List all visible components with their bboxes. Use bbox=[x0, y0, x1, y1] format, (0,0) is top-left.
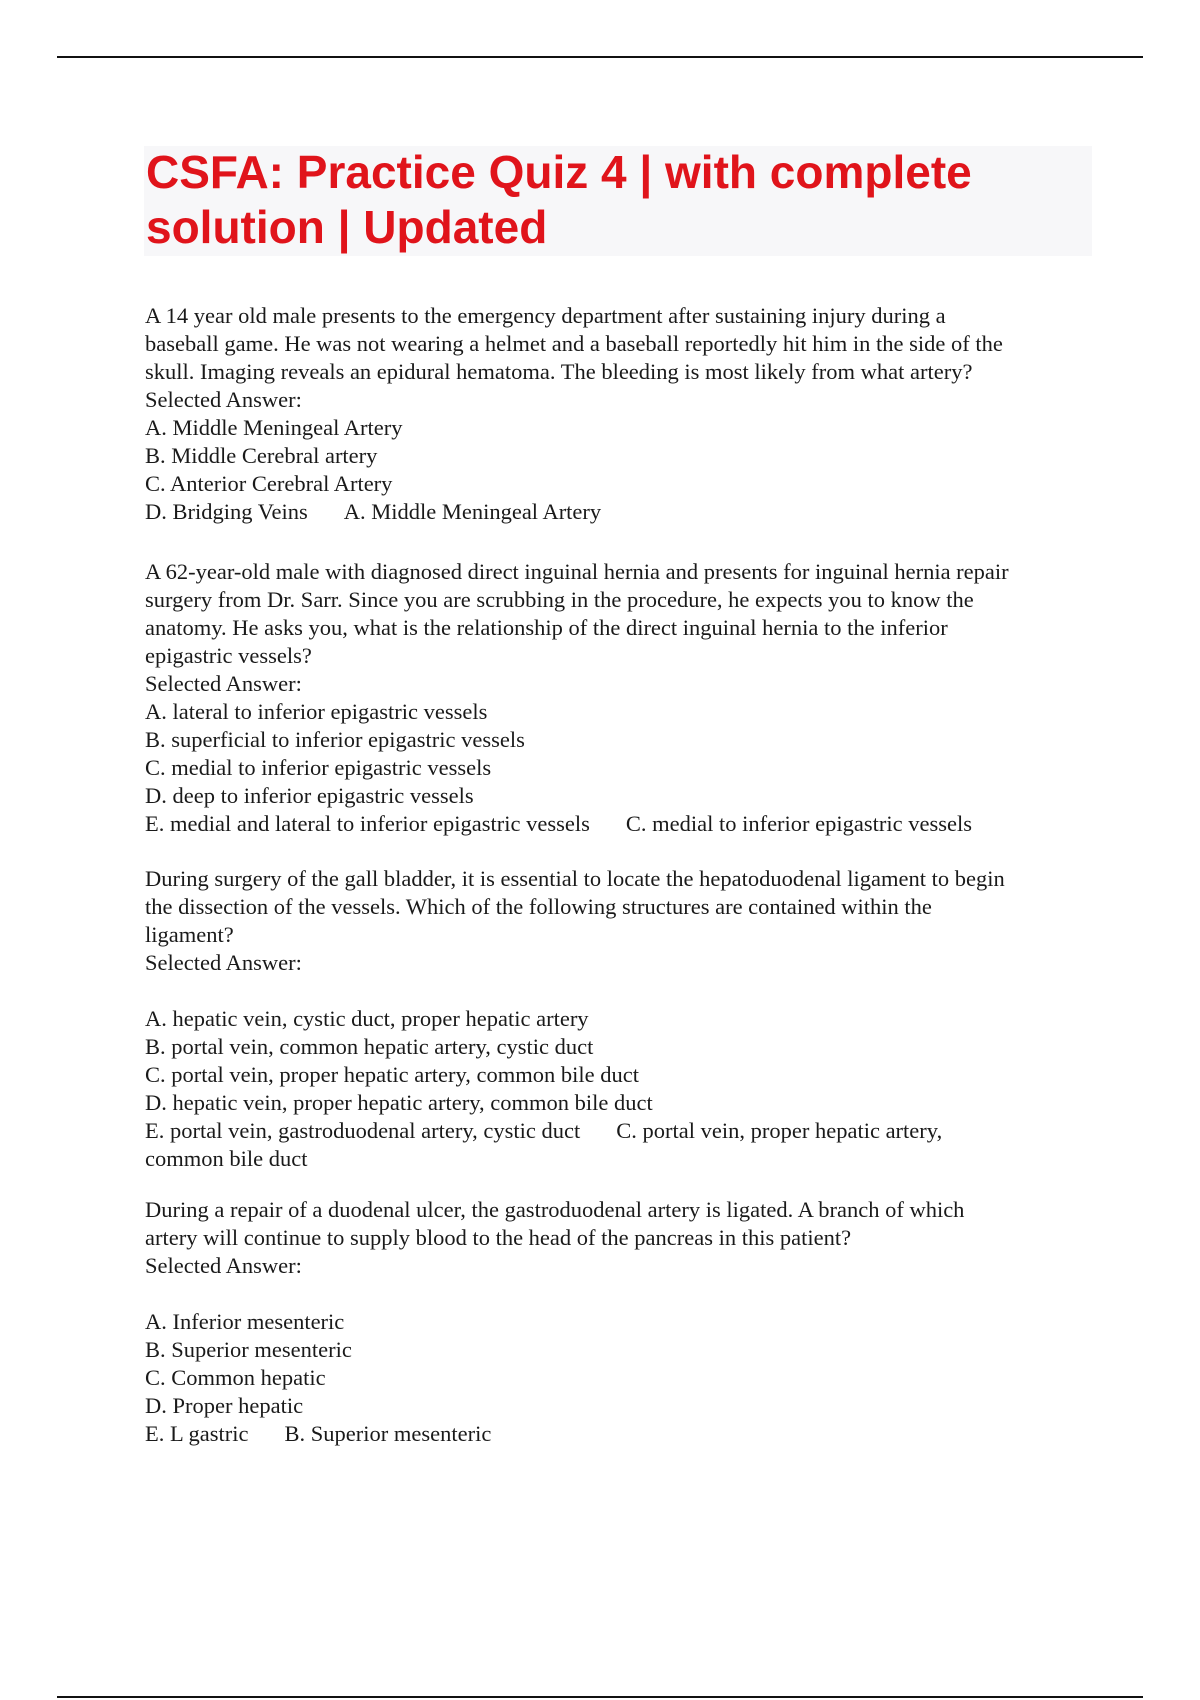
last-option-row bbox=[145, 1420, 1085, 1448]
question-line: D. Proper hepatic bbox=[145, 1393, 304, 1418]
last-option-row bbox=[145, 1117, 1085, 1145]
selected-answer-label: Selected Answer: bbox=[145, 950, 302, 975]
correct-answer-continued: common bile duct bbox=[145, 1146, 308, 1171]
question-line: ligament? bbox=[145, 922, 234, 947]
last-option: E. portal vein, gastroduodenal artery, cystic duct bbox=[145, 1118, 581, 1143]
question-line: the dissection of the vessels. Which of the following structures are contained within the bbox=[145, 894, 932, 919]
question-line: C. medial to inferior epigastric vessels bbox=[145, 755, 492, 780]
question-line: A 62-year-old male with diagnosed direct inguinal hernia and presents for inguinal hernia repair bbox=[145, 559, 1009, 584]
question-line: C. Common hepatic bbox=[145, 1365, 326, 1390]
question-line: C. Anterior Cerebral Artery bbox=[145, 471, 393, 496]
question-block-2 bbox=[145, 558, 1085, 838]
last-option-row bbox=[145, 498, 1085, 526]
bottom-rule bbox=[57, 1696, 1143, 1698]
question-line: Selected Answer: bbox=[145, 1253, 302, 1278]
last-option-row bbox=[145, 810, 1085, 838]
question-line: surgery from Dr. Sarr. Since you are scrubbing in the procedure, he expects you to know the bbox=[145, 587, 974, 612]
question-line: During surgery of the gall bladder, it is essential to locate the hepatoduodenal ligament to begin bbox=[145, 866, 1005, 891]
question-line: baseball game. He was not wearing a helmet and a baseball reportedly hit him in the side of the bbox=[145, 331, 1003, 356]
question-block-4 bbox=[145, 1196, 1085, 1448]
question-line: B. portal vein, common hepatic artery, cystic duct bbox=[145, 1034, 594, 1059]
correct-answer: C. medial to inferior epigastric vessels bbox=[625, 811, 973, 836]
question-block-3 bbox=[145, 865, 1085, 1173]
question-line: epigastric vessels? bbox=[145, 643, 312, 668]
page-title: CSFA: Practice Quiz 4 | with complete solution | Updated bbox=[146, 146, 972, 253]
question-line: skull. Imaging reveals an epidural hematoma. The bleeding is most likely from what artery? bbox=[145, 359, 973, 384]
question-line: Selected Answer: bbox=[145, 671, 302, 696]
question-line: artery will continue to supply blood to the head of the pancreas in this patient? bbox=[145, 1225, 852, 1250]
question-line: B. superficial to inferior epigastric vessels bbox=[145, 727, 525, 752]
correct-answer: C. portal vein, proper hepatic artery, bbox=[616, 1118, 943, 1143]
question-line: A 14 year old male presents to the emergency department after sustaining injury during a bbox=[145, 303, 946, 328]
correct-answer: B. Superior mesenteric bbox=[284, 1421, 492, 1446]
question-line: A. hepatic vein, cystic duct, proper hepatic artery bbox=[145, 1006, 589, 1031]
last-option: D. Bridging Veins bbox=[145, 499, 308, 524]
question-block-1 bbox=[145, 302, 1085, 526]
question-line: D. hepatic vein, proper hepatic artery, common bile duct bbox=[145, 1090, 653, 1115]
top-rule bbox=[57, 56, 1143, 58]
question-line: B. Superior mesenteric bbox=[145, 1337, 352, 1362]
question-line: A. Middle Meningeal Artery bbox=[145, 415, 403, 440]
question-line: C. portal vein, proper hepatic artery, common bile duct bbox=[145, 1062, 640, 1087]
question-line: During a repair of a duodenal ulcer, the gastroduodenal artery is ligated. A branch of which bbox=[145, 1197, 965, 1222]
question-line: A. lateral to inferior epigastric vessels bbox=[145, 699, 488, 724]
question-line bbox=[145, 977, 1085, 1005]
question-line: B. Middle Cerebral artery bbox=[145, 443, 378, 468]
question-line: A. Inferior mesenteric bbox=[145, 1309, 345, 1334]
question-line: D. deep to inferior epigastric vessels bbox=[145, 783, 474, 808]
correct-answer: A. Middle Meningeal Artery bbox=[343, 499, 602, 524]
last-option: E. medial and lateral to inferior epigastric vessels bbox=[145, 811, 590, 836]
question-line: anatomy. He asks you, what is the relationship of the direct inguinal hernia to the inferior bbox=[145, 615, 948, 640]
last-option: E. L gastric bbox=[145, 1421, 249, 1446]
selected-answer-label: Selected Answer: bbox=[145, 387, 302, 412]
question-line bbox=[145, 1280, 1085, 1308]
